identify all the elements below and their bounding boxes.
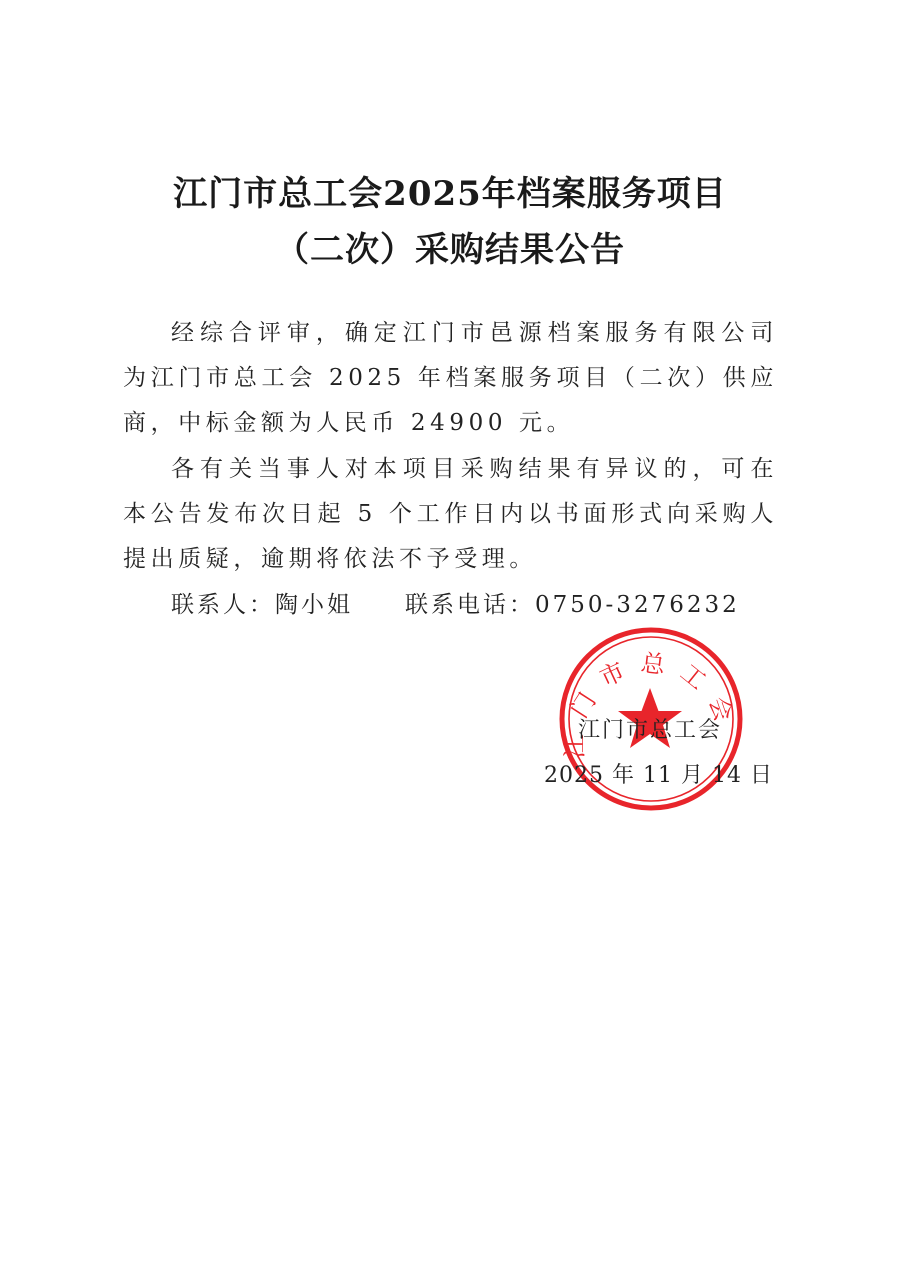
signature-date: 2025 年 11 月 14 日: [544, 763, 773, 788]
contact-phone: 0750-3276232: [535, 592, 740, 618]
contact-phone-label: 联系电话：: [405, 592, 535, 618]
signature-organization: 江门市总工会: [578, 718, 723, 743]
title-line-2: （二次）采购结果公告: [275, 230, 625, 270]
seal-text: 江门市总工会: [560, 648, 743, 759]
contact-line: [171, 583, 740, 628]
contact-person: 陶小姐: [275, 592, 353, 618]
paragraph-award: 经综合评审，确定江门市邑源档案服务有限公司为江门市总工会 2025 年档案服务项目（二次）供应商，中标金额为人民币 24900 元。: [123, 320, 778, 436]
title-line-1: 江门市总工会2025年档案服务项目: [173, 174, 727, 214]
paragraph-objection: 各有关当事人对本项目采购结果有异议的，可在本公告发布次日起 5 个工作日内以书面形式向采购人提出质疑，逾期将依法不予受理。: [123, 456, 778, 572]
contact-person-label: 联系人：: [171, 592, 275, 618]
